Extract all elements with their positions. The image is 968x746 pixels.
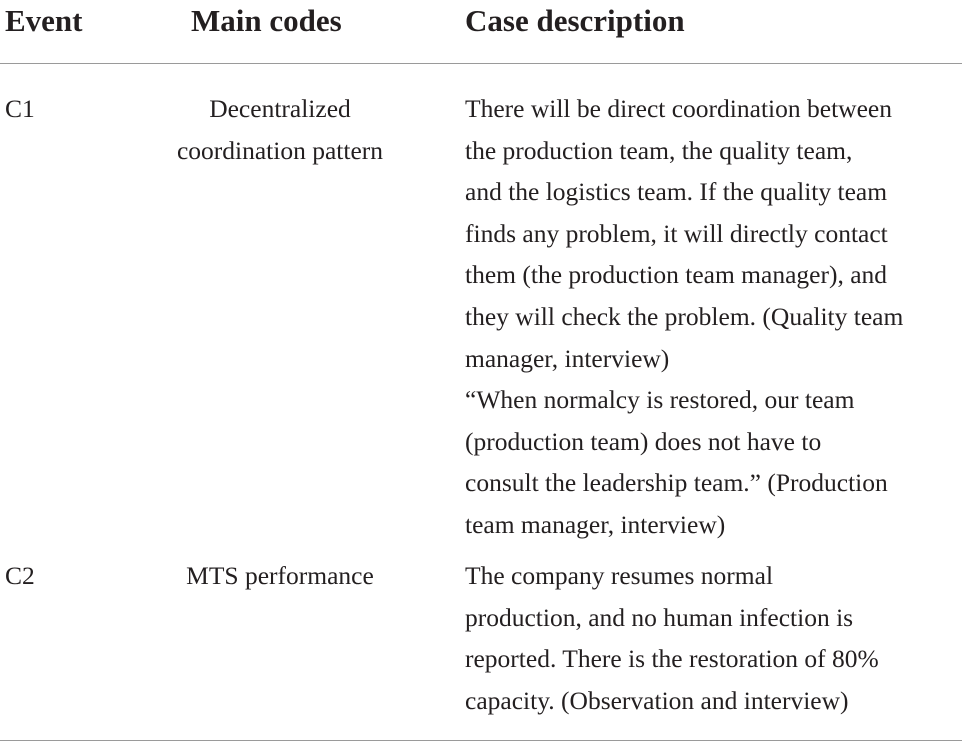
main-codes-cell	[148, 88, 412, 171]
header-divider	[0, 63, 962, 64]
description-line: the production team, the quality team,	[465, 135, 853, 165]
event-cell: C2	[5, 561, 35, 590]
description-line: There will be direct coordination between	[465, 94, 892, 123]
description-line: team manager, interview)	[465, 509, 726, 539]
description-line: “When normalcy is restored, our team	[465, 385, 855, 415]
description-line: capacity. (Observation and interview)	[465, 685, 849, 715]
header-case-description: Case description	[465, 3, 685, 38]
description-line: reported. There is the restoration of 80%	[465, 644, 879, 674]
case-description-cell	[465, 555, 965, 721]
event-cell: C1	[5, 94, 35, 123]
description-line: The company resumes normal	[465, 561, 774, 590]
table-bottom-rule	[0, 740, 962, 741]
header-event: Event	[5, 3, 83, 38]
description-line: them (the production team manager), and	[465, 260, 888, 290]
header-main-codes: Main codes	[191, 3, 342, 38]
main-codes-line: Decentralized	[209, 94, 351, 123]
description-line: (production team) does not have to	[465, 426, 822, 456]
main-codes-line: MTS performance	[186, 561, 374, 590]
description-line: consult the leadership team.” (Production	[465, 468, 888, 498]
main-codes-line: coordination pattern	[176, 135, 384, 165]
description-line: and the logistics team. If the quality team	[465, 177, 888, 207]
description-line: they will check the problem. (Quality team	[465, 301, 904, 331]
case-description-cell	[465, 88, 965, 546]
main-codes-cell	[148, 555, 412, 597]
description-line: finds any problem, it will directly contact	[465, 218, 888, 248]
description-line: manager, interview)	[465, 343, 670, 373]
table-header-row	[0, 0, 962, 44]
description-line: production, and no human infection is	[465, 602, 854, 632]
